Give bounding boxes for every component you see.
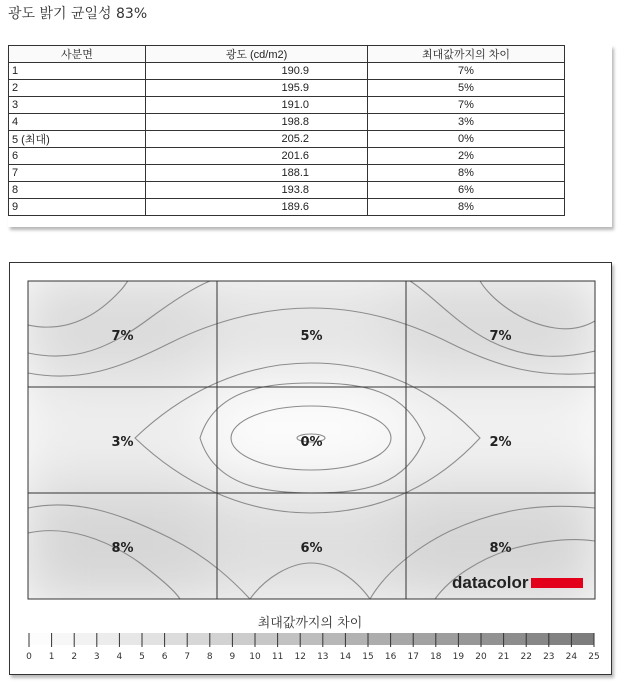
cell-difference: 8% <box>368 199 565 216</box>
legend-swatch <box>549 633 572 645</box>
quadrant-value-label: 8% <box>489 541 512 556</box>
table-row <box>9 80 565 97</box>
legend-tick-label: 7 <box>184 652 191 662</box>
legend-tick-label: 15 <box>362 652 374 662</box>
legend-tick-label: 5 <box>139 652 145 662</box>
legend-scale <box>26 633 600 662</box>
quadrant-value-label: 7% <box>111 329 134 344</box>
quadrant-value-label: 5% <box>300 329 323 344</box>
legend-swatch <box>300 633 323 645</box>
legend-swatch <box>52 633 75 645</box>
cell-difference: 8% <box>368 165 565 182</box>
legend-tick-label: 11 <box>271 652 284 662</box>
legend-tick-label: 8 <box>206 652 213 662</box>
legend-tick-label: 21 <box>497 652 510 662</box>
cell-quadrant: 9 <box>9 199 146 216</box>
legend-tick-label: 12 <box>294 652 306 662</box>
cell-difference: 3% <box>368 114 565 131</box>
legend-tick-label: 10 <box>249 652 261 662</box>
legend-tick-label: 2 <box>71 652 78 662</box>
luminance-table <box>8 45 565 216</box>
legend-swatch <box>571 633 594 645</box>
logo-text: datacolor <box>452 573 529 592</box>
legend-swatch <box>278 633 301 645</box>
quadrant-value-label: 3% <box>111 435 134 450</box>
legend-swatch <box>345 633 368 645</box>
legend-swatch <box>119 633 142 645</box>
legend-swatch <box>413 633 436 645</box>
table-header-row <box>9 46 565 63</box>
legend-tick-label: 0 <box>26 652 32 662</box>
legend-swatch <box>210 633 233 645</box>
legend-swatch <box>526 633 549 645</box>
cell-quadrant: 8 <box>9 182 146 199</box>
legend-tick-label: 1 <box>48 652 55 662</box>
uniformity-map-panel <box>9 262 612 675</box>
legend-tick-label: 17 <box>407 652 419 662</box>
legend-swatch <box>29 633 52 645</box>
table-row <box>9 131 565 148</box>
legend-tick-label: 3 <box>93 652 100 662</box>
cell-difference: 0% <box>368 131 565 148</box>
legend-tick-label: 16 <box>384 652 397 662</box>
cell-luminance: 189.6 <box>146 199 368 216</box>
legend-tick-label: 18 <box>430 652 442 662</box>
legend-swatch <box>74 633 97 645</box>
table-row <box>9 114 565 131</box>
header-difference: 최대값까지의 차이 <box>368 46 565 63</box>
legend-swatch <box>436 633 459 645</box>
table-row <box>9 182 565 199</box>
cell-quadrant: 1 <box>9 63 146 80</box>
table-row <box>9 97 565 114</box>
quadrant-value-label: 2% <box>489 435 512 450</box>
header-luminance: 광도 (cd/m2) <box>146 46 368 63</box>
cell-luminance: 201.6 <box>146 148 368 165</box>
legend-tick-label: 9 <box>229 652 236 662</box>
legend-swatch <box>391 633 414 645</box>
cell-difference: 5% <box>368 80 565 97</box>
logo-red-bar <box>531 578 583 588</box>
cell-quadrant: 4 <box>9 114 146 131</box>
cell-difference: 2% <box>368 148 565 165</box>
legend-tick-label: 4 <box>116 652 123 662</box>
legend-swatch <box>232 633 255 645</box>
legend-tick-label: 13 <box>317 652 329 662</box>
legend-tick-label: 19 <box>452 652 465 662</box>
legend-tick-label: 23 <box>543 652 555 662</box>
quadrant-value-label: 0% <box>300 435 323 450</box>
legend-swatch <box>142 633 165 645</box>
legend-tick-label: 24 <box>565 652 578 662</box>
cell-luminance: 188.1 <box>146 165 368 182</box>
cell-difference: 7% <box>368 63 565 80</box>
luminance-table-panel <box>8 45 612 227</box>
legend-swatch <box>323 633 346 645</box>
uniformity-map <box>10 263 611 674</box>
page-title: 광도 밝기 균일성 83% <box>8 6 148 22</box>
legend-tick-label: 20 <box>475 652 487 662</box>
quadrant-value-label: 7% <box>489 329 512 344</box>
cell-difference: 7% <box>368 97 565 114</box>
table-row <box>9 199 565 216</box>
legend-tick-label: 6 <box>161 652 168 662</box>
cell-luminance: 193.8 <box>146 182 368 199</box>
quadrant-value-label: 8% <box>111 541 134 556</box>
cell-luminance: 191.0 <box>146 97 368 114</box>
header-quadrant: 사분면 <box>9 46 146 63</box>
legend-tick-label: 25 <box>588 652 600 662</box>
cell-luminance: 195.9 <box>146 80 368 97</box>
cell-quadrant: 3 <box>9 97 146 114</box>
cell-luminance: 190.9 <box>146 63 368 80</box>
cell-quadrant: 5 (최대) <box>9 131 146 148</box>
cell-quadrant: 2 <box>9 80 146 97</box>
cell-quadrant: 7 <box>9 165 146 182</box>
legend-swatch <box>165 633 188 645</box>
legend-tick-label: 22 <box>520 652 532 662</box>
cell-difference: 6% <box>368 182 565 199</box>
cell-luminance: 198.8 <box>146 114 368 131</box>
legend-swatch <box>187 633 210 645</box>
legend-swatch <box>458 633 481 645</box>
legend-swatch <box>368 633 391 645</box>
legend-title: 최대값까지의 차이 <box>257 616 363 631</box>
legend-swatch <box>481 633 504 645</box>
legend-swatch <box>97 633 120 645</box>
table-row <box>9 165 565 182</box>
cell-luminance: 205.2 <box>146 131 368 148</box>
legend-swatch <box>504 633 527 645</box>
legend-tick-label: 14 <box>339 652 352 662</box>
legend-swatch <box>255 633 278 645</box>
cell-quadrant: 6 <box>9 148 146 165</box>
table-row <box>9 148 565 165</box>
quadrant-value-label: 6% <box>300 541 323 556</box>
table-row <box>9 63 565 80</box>
